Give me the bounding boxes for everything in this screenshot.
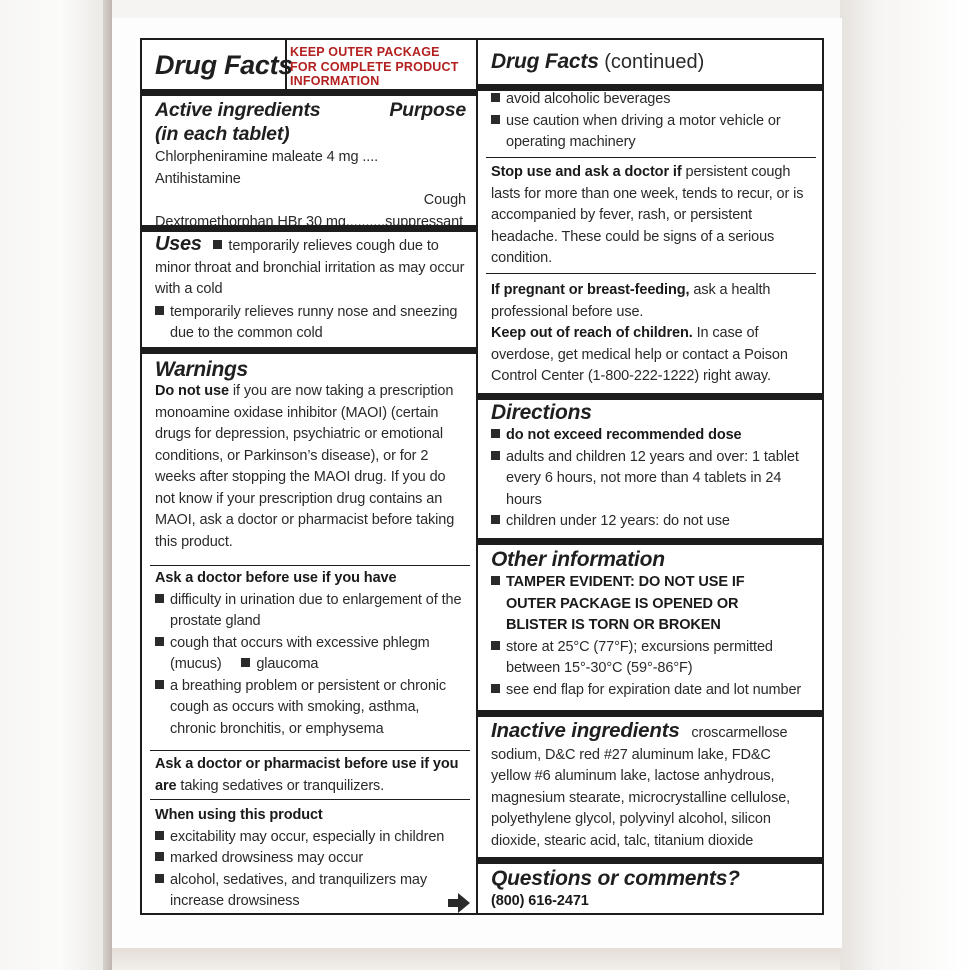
box-bottom-edge	[112, 945, 840, 970]
inactive-divider	[478, 710, 822, 717]
pregnant-text: ask a health professional before use.	[491, 282, 771, 320]
directions-item-1	[491, 425, 812, 447]
purpose-heading: Purpose	[389, 99, 466, 121]
pregnant-section	[478, 280, 822, 388]
arrow-right-icon	[448, 893, 470, 913]
continued-item-1	[491, 89, 812, 111]
directions-section	[478, 401, 822, 533]
stop-use-section	[478, 162, 822, 270]
bullet-square-icon	[491, 115, 500, 124]
active-heading-1: Active ingredients	[155, 99, 321, 121]
warnings-rule-3	[150, 799, 470, 800]
warnings-section	[142, 358, 476, 553]
drug-facts-title: Drug Facts	[155, 50, 294, 80]
when-using-section	[142, 805, 476, 913]
directions-item-2	[491, 447, 812, 512]
ask-doctor-item-1-text: difficulty in urination due to enlargement of the prostate gland	[170, 591, 462, 629]
questions-section	[478, 867, 822, 913]
continued-header	[478, 50, 822, 74]
drug-facts-header	[142, 44, 476, 86]
uses-item-2-text: temporarily relieves runny nose and sneezing due to the common cold	[170, 303, 458, 341]
other-item-1-text: TAMPER EVIDENT: DO NOT USE IF OUTER PACKAGE IS OPENED OR BLISTER IS TORN OR BROKEN	[506, 574, 745, 633]
ask-doctor-item-3	[155, 676, 466, 741]
do-not-use-label: Do not use	[155, 383, 229, 399]
bullet-square-icon	[155, 680, 164, 689]
pregnant-label: If pregnant or breast-feeding,	[491, 282, 690, 298]
ask-doctor-item-3-text: a breathing problem or persistent or chronic cough as occurs with smoking, asthma, chronic bronchitis, or emphysema	[170, 677, 447, 737]
other-item-3	[491, 680, 812, 702]
active-heading-2: (in each tablet)	[155, 123, 290, 145]
when-using-item-3	[155, 870, 466, 913]
warnings-heading: Warnings	[155, 358, 248, 381]
inactive-text: croscarmellose sodium, D&C red #27 aluminum lake, FD&C yellow #6 aluminum lake, lactose anhydrous, magnesium stearate, microcrystalline cellulose, polyethylene glycol, polyvinyl alcohol, silicon dioxide, stearic acid, talc, titanium dioxide	[491, 725, 791, 849]
ask-pharmacist-section	[142, 754, 476, 797]
keep-notice-line-1: KEEP OUTER PACKAGE	[290, 45, 440, 59]
when-using-item-1-text: excitability may occur, especially in children	[170, 828, 445, 845]
uses-item-1	[155, 234, 466, 301]
continued-rule-2	[486, 273, 816, 274]
continued-heading: Drug Facts	[491, 50, 599, 73]
bullet-square-icon	[155, 637, 164, 646]
other-heading: Other information	[491, 548, 665, 571]
active-divider	[142, 225, 476, 232]
directions-item-1-text: do not exceed recommended dose	[506, 427, 742, 443]
box-fold	[103, 0, 112, 970]
bullet-square-icon	[491, 684, 500, 693]
drug-facts-left-column	[140, 38, 478, 915]
bullet-square-icon	[155, 831, 164, 840]
continued-suffix: (continued)	[598, 51, 705, 73]
other-item-2-text: store at 25°C (77°F); excursions permitted between 15°-30°C (59°-86°F)	[506, 638, 773, 676]
keep-notice-line-3: INFORMATION	[290, 74, 380, 88]
uses-divider	[142, 347, 476, 354]
ask-doctor-section	[142, 568, 476, 740]
bullet-square-icon	[491, 641, 500, 650]
bullet-square-icon	[491, 429, 500, 438]
uses-heading: Uses	[155, 233, 202, 255]
do-not-use-text: if you are now taking a prescription monoamine oxidase inhibitor (MAOI) (certain drugs for depression, psychiatric or emotional conditions, or Parkinson’s disease), or for 2 weeks after stopping the MAOI drug. If you do not know if your prescription drug contains an MAOI, ask a doctor or pharmacist before taking this product.	[155, 383, 455, 550]
when-using-item-2	[155, 848, 466, 870]
active-ingredients-section	[142, 98, 476, 233]
ask-doctor-item-2	[155, 633, 466, 676]
uses-item-2	[155, 302, 466, 345]
directions-heading: Directions	[491, 401, 592, 424]
uses-section	[142, 234, 476, 345]
do-not-use-paragraph	[155, 381, 466, 553]
stop-use-label: Stop use and ask a doctor if	[491, 164, 682, 180]
inactive-ingredients-section	[478, 720, 822, 852]
directions-item-3	[491, 511, 812, 533]
other-item-1	[491, 572, 812, 637]
ask-doctor-item-2-text: cough that occurs with excessive phlegm (mucus)	[170, 634, 430, 672]
bullet-square-icon	[491, 93, 500, 102]
warnings-rule-1	[150, 565, 470, 566]
directions-divider	[478, 393, 822, 400]
when-using-item-1	[155, 827, 466, 849]
bullet-square-icon	[491, 451, 500, 460]
continued-item-1-text: avoid alcoholic beverages	[506, 91, 671, 107]
box-left-side	[0, 0, 112, 970]
header-divider	[142, 89, 286, 96]
continued-warnings	[478, 89, 822, 154]
header-divider-right	[285, 89, 476, 96]
other-information-section	[478, 548, 822, 701]
keep-out-label: Keep out of reach of children.	[491, 325, 693, 341]
continued-item-2-text: use caution when driving a motor vehicle or operating machinery	[506, 112, 781, 150]
uses-item-1-text: temporarily relieves cough due to minor throat and bronchial irritation as may occur with a cold	[155, 238, 465, 297]
purpose-cough: Cough	[423, 192, 466, 208]
when-using-item-2-text: marked drowsiness may occur	[170, 850, 364, 866]
keep-notice-line-2: FOR COMPLETE PRODUCT	[290, 59, 459, 74]
other-item-2	[491, 637, 812, 680]
ingredient-chlorpheniramine: Chlorpheniramine maleate 4 mg .... Antihistamine	[155, 149, 379, 187]
bullet-square-icon	[155, 594, 164, 603]
bullet-square-icon	[213, 240, 222, 249]
ask-pharmacist-label: Ask a doctor or pharmacist before use if you are	[155, 756, 459, 794]
bullet-square-icon	[491, 576, 500, 585]
warnings-rule-2	[150, 750, 470, 751]
directions-item-3-text: children under 12 years: do not use	[506, 513, 730, 529]
inactive-heading: Inactive ingredients	[491, 719, 680, 742]
ingredient-dextromethorphan: Dextromethorphan HBr 30 mg..........suppressant	[155, 213, 463, 230]
other-item-3-text: see end flap for expiration date and lot number	[506, 681, 802, 698]
ask-doctor-item-2b-text: glaucoma	[256, 656, 319, 672]
ask-doctor-item-1	[155, 590, 466, 633]
bullet-square-icon	[155, 306, 164, 315]
keep-package-notice	[290, 45, 459, 89]
other-divider	[478, 538, 822, 545]
bullet-square-icon	[241, 658, 250, 667]
when-using-item-3-text: alcohol, sedatives, and tranquilizers may increase drowsiness	[170, 871, 428, 909]
continued-rule-1	[486, 157, 816, 158]
drug-facts-right-column	[478, 38, 824, 915]
ask-pharmacist-text: taking sedatives or tranquilizers.	[176, 777, 385, 794]
directions-item-2-text: adults and children 12 years and over: 1 tablet every 6 hours, not more than 4 tablets in 24 hours	[506, 448, 799, 508]
ask-doctor-heading: Ask a doctor before use if you have	[155, 570, 397, 586]
header-notice-divider	[285, 40, 287, 92]
questions-divider	[478, 857, 822, 864]
when-using-heading: When using this product	[155, 807, 323, 823]
box-right-side	[840, 0, 970, 970]
bullet-square-icon	[155, 852, 164, 861]
bullet-square-icon	[491, 515, 500, 524]
bullet-square-icon	[155, 874, 164, 883]
keep-out-text: In case of overdose, get medical help or contact a Poison Control Center (1-800-222-1222) right away.	[491, 325, 788, 384]
continued-item-2	[491, 111, 812, 154]
questions-phone: (800) 616-2471	[491, 893, 589, 909]
stop-use-text: persistent cough lasts for more than one week, tends to recur, or is accompanied by fever, rash, or persistent headache. These could be signs of a serious condition.	[491, 164, 804, 266]
questions-heading: Questions or comments?	[491, 867, 740, 890]
